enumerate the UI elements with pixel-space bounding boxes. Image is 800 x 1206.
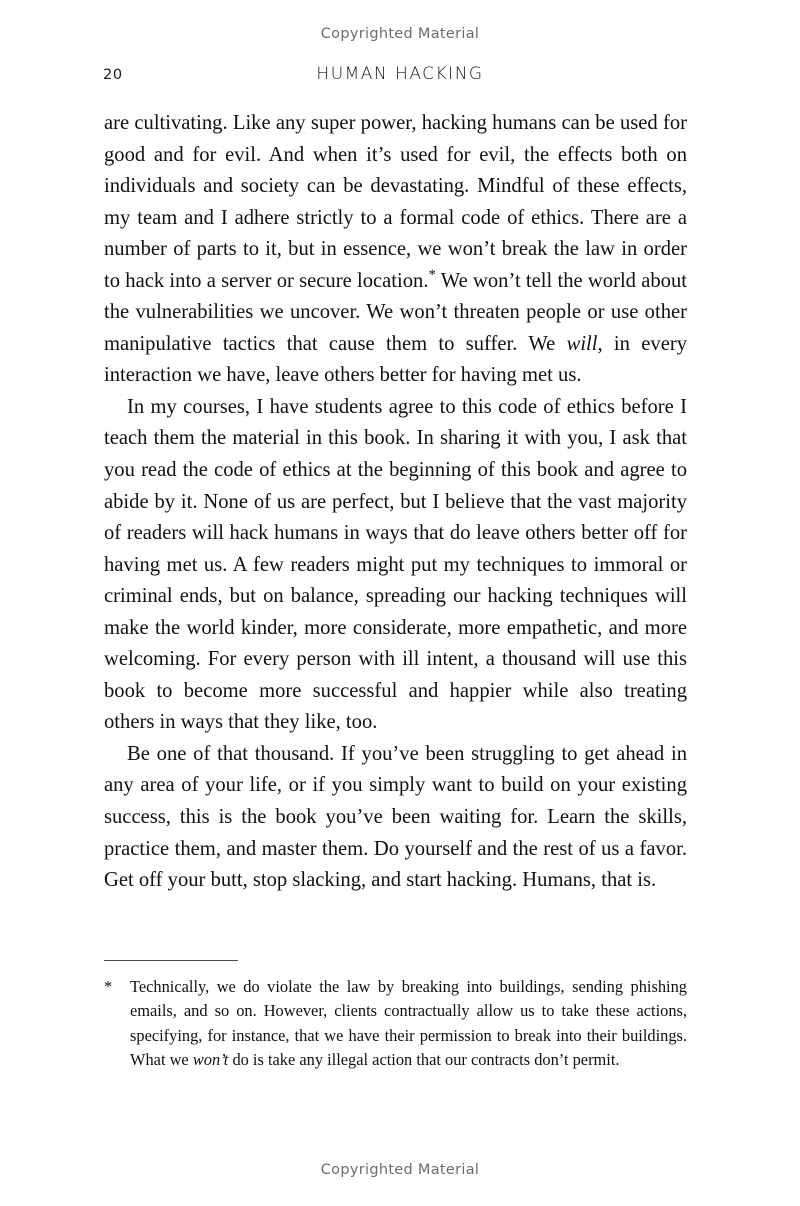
paragraph: Be one of that thousand. If you’ve been struggling to get ahead in any area of your life, or if you simply want to build on your existing success, this is the book you’ve been waiting for. Learn the skills, practice them, and master them. Do yourself and the rest of us a favor. Get off your butt, stop slacking, and start hacking. Humans, that is. (104, 742, 687, 892)
emphasis-text: won’t (192, 1050, 229, 1070)
copyright-watermark-bottom: Copyrighted Material (320, 1162, 480, 1178)
footnote-text: * Technically, we do violate the law by breaking into buildings, sending phishing emails, and so on. However, clients contractually allow us to take these actions, specifying, for instance, that we have their permission to break into their buildings. What we won’t do is take any illegal action that our contracts don’t permit. (104, 977, 687, 1070)
footnote-marker: * (104, 977, 113, 996)
footnote-separator-rule (104, 960, 238, 961)
paragraph: are cultivating. Like any super power, hacking humans can be used for good and for evil. And when it’s used for evil, the effects both on individuals and society can be devastating. Mindful of these effects, my team and I adhere strictly to a formal code of ethics. There are a number of parts to it, but in essence, we won’t break the law in order to hack into a server or secure location.* We won’t tell the world about the vulnerabilities we uncover. We won’t threaten people or use other manipulative tactics that cause them to suffer. We will, in every interaction we have, leave others better for having met us. (104, 112, 687, 387)
footnote-reference-marker: * (428, 266, 436, 283)
page-number: 20 (103, 67, 123, 83)
paragraph: In my courses, I have students agree to this code of ethics before I teach them the material in this book. In sharing it with you, I ask that you read the code of ethics at the beginning of this book and agree to abide by it. None of us are perfect, but I believe that the vast majority of readers will hack humans in ways that do leave others better off for having met us. A few readers might put my techniques to immoral or criminal ends, but on balance, spreading our hacking techniques will make the world kinder, more considerate, more empathetic, and more welcoming. For every person with ill intent, a thousand will use this book to become more successful and happier while also treating others in ways that they like, too. (104, 395, 687, 734)
body-text-block (104, 108, 687, 897)
copyright-watermark-top: Copyrighted Material (320, 26, 480, 42)
running-head-title: HUMAN HACKING (316, 64, 484, 84)
page-header (0, 64, 800, 90)
footnote-area (104, 960, 687, 1073)
emphasis-text: will (566, 332, 598, 355)
